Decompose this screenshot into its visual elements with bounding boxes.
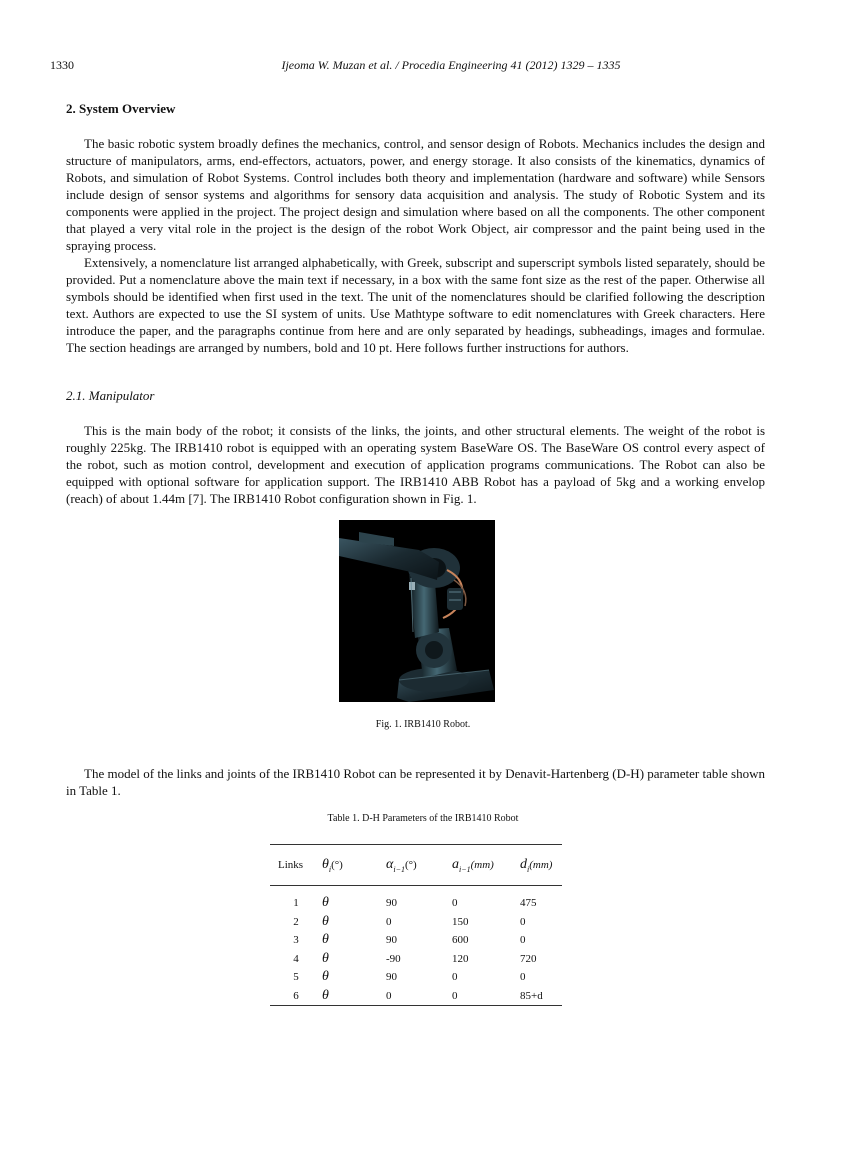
cell-d: 720 xyxy=(520,952,537,965)
header-d xyxy=(520,845,562,886)
cell-d: 0 xyxy=(520,934,526,947)
table-row xyxy=(270,913,562,932)
cell-alpha: 90 xyxy=(386,934,397,947)
cell-alpha: 90 xyxy=(386,897,397,910)
cell-a: 150 xyxy=(452,915,469,928)
header-links: Links xyxy=(278,859,304,871)
cell-a: 0 xyxy=(452,989,458,1002)
cell-link: 6 xyxy=(293,989,299,1002)
header-alpha xyxy=(386,845,452,886)
cell-theta: θ xyxy=(322,969,329,985)
cell-theta: θ xyxy=(322,950,329,966)
cell-link: 3 xyxy=(293,934,299,947)
section-paragraph-2: Extensively, a nomenclature list arranged alphabetically, with Greek, subscript and superscript symbols listed separately, should be provided. Put a nomenclature above the main text if necessary, in a box with the same font size as the rest of the paper. Otherwise all symbols should be identified when first used in the text. The unit of the nomenclatures should be clarified following the description text. Authors are expected to use the SI system of units. Use Mathtype software to edit nomenclatures with Greek characters. Here introduce the paper, and the paragraphs continue from here and are only separated by headings, subheadings, images and formulae. The section headings are arranged by numbers, bold and 10 pt. Here follows further instructions for authors. xyxy=(66,255,765,355)
cell-a: 0 xyxy=(452,897,458,910)
cell-link: 4 xyxy=(293,952,299,965)
cell-theta: θ xyxy=(322,987,329,1003)
cell-a: 120 xyxy=(452,952,469,965)
subsection-heading: 2.1. Manipulator xyxy=(66,388,155,403)
header-theta xyxy=(322,845,386,886)
dh-parameter-table xyxy=(270,844,562,1006)
table-row xyxy=(270,968,562,987)
section-paragraph-1: The basic robotic system broadly defines the mechanics, control, and sensor design of Robots. Mechanics includes the design and structure of manipulators, arms, end-effectors, actuators, power, and energy storage. It also consists of the kinematics, dynamics of Robots, and simulation of Robot Systems. Control includes both theory and implementation (hardware and software) while Sensors include design of sensor systems and algorithms for sensory data acquisition and analysis. The study of Robotic System and its components were applied in the project. The project design and simulation where based on all the components. The other component that played a very vital role in the project is the design of the robot Work Object, air compressor and the paint being used in the spraying process. xyxy=(66,136,765,253)
running-head: Ijeoma W. Muzan et al. / Procedia Engineering 41 (2012) 1329 – 1335 xyxy=(281,58,621,72)
cell-link: 1 xyxy=(293,897,299,910)
cell-theta: θ xyxy=(322,932,329,948)
cell-d: 475 xyxy=(520,897,537,910)
header-a-sub: i−1 xyxy=(459,864,471,874)
cell-theta: θ xyxy=(322,913,329,929)
subsection-paragraph-1: This is the main body of the robot; it consists of the links, the joints, and other structural elements. The weight of the robot is roughly 225kg. The IRB1410 robot is equipped with an operating system BaseWare OS. The BaseWare OS control every aspect of the robot, such as motion control, development and execution of application programs communications. The Robot can also be equipped with optional software for application support. The IRB1410 ABB Robot has a payload of 5kg and a working envelop (reach) of about 1.44m [7]. The IRB1410 Robot configuration shown in Fig. 1. xyxy=(66,423,765,506)
header-a xyxy=(452,845,520,886)
table-row xyxy=(270,950,562,969)
cell-a: 0 xyxy=(452,971,458,984)
section-heading: 2. System Overview xyxy=(66,101,176,116)
robot-figure-image xyxy=(339,520,495,702)
header-alpha-sub: i−1 xyxy=(393,864,405,874)
page-number: 1330 xyxy=(50,58,74,72)
header-d-unit: (mm) xyxy=(529,858,553,871)
figure-caption: Fig. 1. IRB1410 Robot. xyxy=(375,719,471,730)
cell-link: 2 xyxy=(293,915,299,928)
header-theta-sub: i xyxy=(328,864,332,874)
table-header-row xyxy=(270,845,562,886)
table-row xyxy=(270,894,562,913)
cell-a: 600 xyxy=(452,934,469,947)
cell-d: 85+d xyxy=(520,989,543,1002)
header-a-unit: (mm) xyxy=(470,858,494,871)
header-d-symbol: d xyxy=(520,856,527,872)
cell-alpha: 0 xyxy=(386,915,392,928)
table-row xyxy=(270,987,562,1006)
subsection-paragraph-2: The model of the links and joints of the IRB1410 Robot can be represented it by Denavit-Hartenberg (D-H) parameter table shown in Table 1. xyxy=(66,766,765,798)
cell-d: 0 xyxy=(520,971,526,984)
header-alpha-symbol: α xyxy=(386,856,394,872)
cell-alpha: 90 xyxy=(386,971,397,984)
header-d-sub: i xyxy=(527,864,530,874)
cell-theta: θ xyxy=(322,895,329,911)
cell-d: 0 xyxy=(520,915,526,928)
header-theta-unit: (°) xyxy=(331,858,343,871)
cell-alpha: -90 xyxy=(386,952,401,965)
header-a-symbol: a xyxy=(452,856,459,872)
robot-illustration xyxy=(339,520,495,702)
cell-alpha: 0 xyxy=(386,989,392,1002)
cell-link: 5 xyxy=(293,971,299,984)
table-row xyxy=(270,931,562,950)
table-caption: Table 1. D-H Parameters of the IRB1410 Robot xyxy=(327,813,519,824)
header-theta-symbol: θ xyxy=(322,856,329,872)
header-alpha-unit: (°) xyxy=(404,858,417,871)
